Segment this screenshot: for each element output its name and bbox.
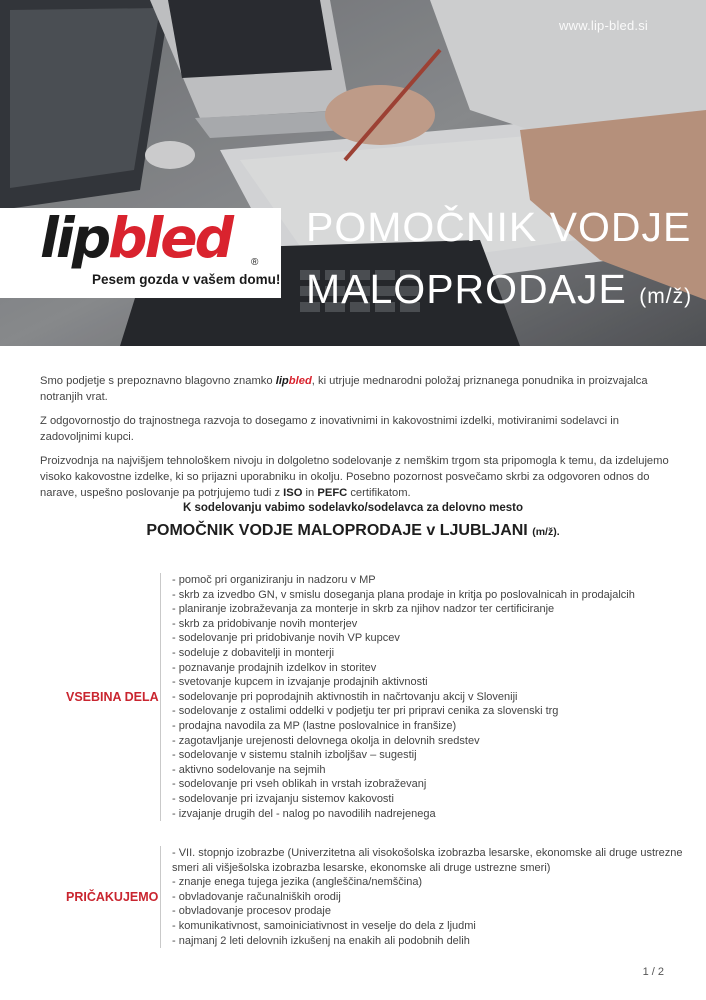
intro-paragraph-1: Smo podjetje s prepoznavno blagovno znamko lipbled, ki utrjuje mednarodni položaj priznanega ponudnika in proizvajalca notranjih vrat. [40, 375, 648, 403]
hero-title-suffix: (m/ž) [639, 285, 693, 308]
list-item: - obvladovanje računalniških orodij [172, 890, 341, 903]
invitation-text: K sodelovanju vabimo sodelavko/sodelavca za delovno mesto [183, 502, 523, 514]
list-item: - obvladovanje procesov prodaje [172, 905, 331, 918]
website-url[interactable]: www.lip-bled.si [559, 18, 648, 33]
lipbled-logo: lipbled [40, 206, 231, 270]
hero-title-line1: POMOČNIK VODJE [306, 204, 692, 250]
list-item: - sodelovanje pri poprodajnih aktivnostih in načrtovanju akcij v Sloveniji [172, 690, 518, 703]
hero-title-line2: MALOPRODAJE (m/ž) [306, 266, 693, 312]
job-title-suffix: (m/ž). [532, 526, 560, 538]
page-number: 1 / 2 [642, 966, 664, 978]
list-item: - sodelovanje v sistemu stalnih izboljšav – sugestij [172, 749, 417, 762]
hero-title [306, 196, 692, 328]
brand-name: lipbled [275, 375, 312, 387]
list-item: - sodelovanje pri pridobivanje novih VP kupcev [172, 632, 400, 645]
expect-list [160, 846, 692, 948]
list-item: - pomoč pri organiziranju in nadzoru v MP [172, 574, 376, 586]
logo-slogan: Pesem gozda v vašem domu! [92, 272, 281, 287]
list-item: - aktivno sodelovanje na sejmih [172, 763, 326, 776]
registered-mark: ® [251, 257, 259, 268]
list-item: - prodajna navodila za MP (lastne poslovalnice in franšize) [172, 719, 457, 732]
list-item: - najmanj 2 leti delovnih izkušenj na enakih ali podobnih delih [172, 934, 470, 947]
list-item: - planiranje izobraževanja za monterje in skrb za njihov nadzor ter certificiranje [172, 603, 555, 616]
job-title: POMOČNIK VODJE MALOPRODAJE v LJUBLJANI (m/ž). [146, 522, 560, 539]
content-list [160, 573, 692, 821]
intro-paragraph-2: Z odgovornostjo do trajnostnega razvoja to dosegamo z inovativnimi in kakovostnimi izdelki, motiviranimi sodelavci in zadovoljnimi kupci. [40, 415, 619, 443]
list-item: - VII. stopnjo izobrazbe (Univerzitetna ali visokošolska izobrazba lesarske, ekonomske ali druge ustrezne smeri ali višješolska izobrazba lesarske, ekonomske ali druge ustrezne smeri) [172, 847, 683, 874]
list-item: - sodeluje z dobavitelji in monterji [172, 646, 335, 659]
list-item: - izvajanje drugih del - nalog po navodilih nadrejenega [172, 807, 436, 820]
list-item: - sodelovanje pri izvajanju sistemov kakovosti [172, 792, 394, 805]
list-item: - sodelovanje pri vseh oblikah in vrstah izobraževanj [172, 778, 427, 791]
list-item: - skrb za pridobivanje novih monterjev [172, 617, 358, 630]
hero-banner [0, 0, 706, 346]
list-item: - zagotavljanje urejenosti delovnega okolja in delovnih sredstev [172, 734, 480, 747]
list-item: - znanje enega tujega jezika (angleščina/nemščina) [172, 876, 423, 889]
section-label-content: VSEBINA DELA [66, 690, 159, 704]
list-item: - svetovanje kupcem in izvajanje prodajnih aktivnosti [172, 676, 428, 689]
list-item: - komunikativnost, samoiniciativnost in veselje do dela z ljudmi [172, 919, 476, 932]
section-label-expect: PRIČAKUJEMO [66, 890, 159, 904]
intro-paragraph-3: Proizvodnja na najvišjem tehnološkem nivoju in dolgoletno sodelovanje z nemškim trgom sta pripomogla k temu, da izdelujemo visoko kakovostne izdelke, ki so prijazni uporabniku in okolju. Posebno pozornost posvečamo skrbi za odgovoren odnos do narave, uspešno poslovanje pa potrjujemo tudi z ISO in PEFC certifikatom. [40, 455, 669, 499]
list-item: - skrb za izvedbo GN, v smislu doseganja plana prodaje in kritja po poslovalnicah in prodajalcih [172, 588, 635, 601]
list-item: - sodelovanje z ostalimi oddelki v podjetju ter pri pripravi cenika za slovenski trg [172, 705, 559, 718]
company-intro [40, 373, 670, 509]
list-item: - poznavanje prodajnih izdelkov in storitev [172, 661, 377, 674]
